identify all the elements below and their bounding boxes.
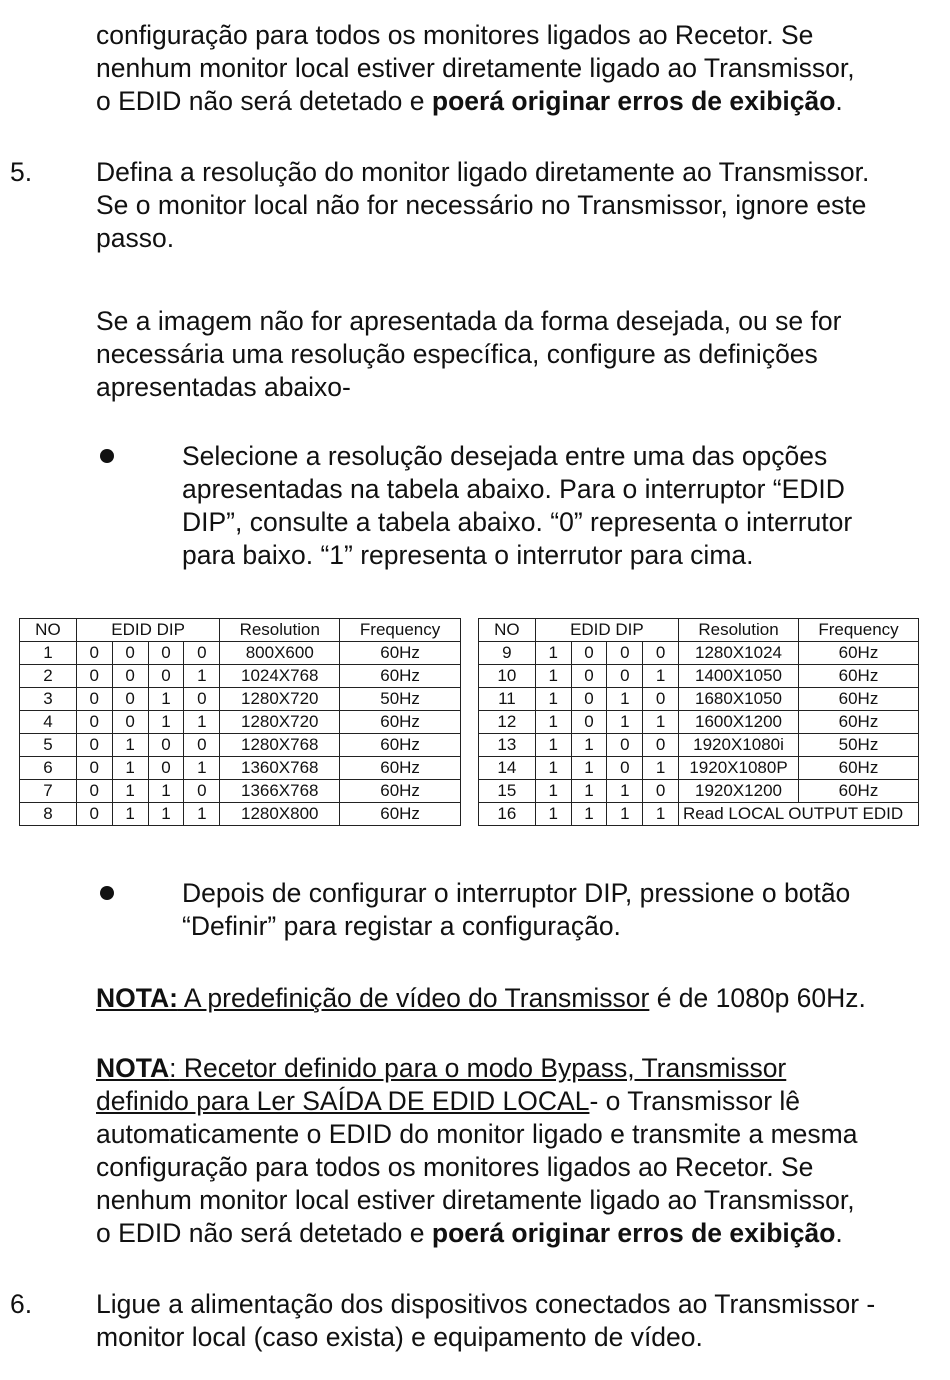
table-cell: 1 — [148, 780, 184, 803]
table-row — [20, 803, 461, 826]
header-resolution: Resolution — [679, 619, 799, 642]
table-cell: 60Hz — [340, 734, 461, 757]
step-6-line-2: monitor local (caso exista) e equipamento de vídeo. — [96, 1322, 703, 1352]
table-cell: 60Hz — [798, 711, 918, 734]
table-cell: 0 — [607, 642, 643, 665]
table-cell: 1 — [184, 757, 220, 780]
table-cell: 0 — [76, 642, 112, 665]
note-2-underlined-2: definido para Ler SAÍDA DE EDID LOCAL — [96, 1086, 590, 1116]
table-row — [479, 803, 919, 826]
table-cell: 1 — [184, 711, 220, 734]
table-row — [479, 734, 919, 757]
table-cell: 1 — [535, 757, 571, 780]
table-cell: 2 — [20, 665, 77, 688]
bullet-2-line-1: Depois de configurar o interruptor DIP, pressione o botão — [182, 878, 851, 908]
table-row — [479, 665, 919, 688]
bullet-2-text — [182, 877, 850, 943]
table-cell: 0 — [76, 665, 112, 688]
table-cell: 0 — [76, 757, 112, 780]
table-cell: 1 — [607, 711, 643, 734]
table-cell: 0 — [607, 734, 643, 757]
table-row — [479, 757, 919, 780]
table-row — [479, 780, 919, 803]
note-2-label: NOTA — [96, 1053, 170, 1083]
table-cell: 1 — [112, 803, 148, 826]
edid-table-right — [478, 618, 919, 826]
table-cell: 1 — [643, 757, 679, 780]
table-cell: 60Hz — [798, 780, 918, 803]
table-cell: 0 — [607, 757, 643, 780]
intro-line-2: nenhum monitor local estiver diretamente ligado ao Transmissor, — [96, 53, 855, 83]
table-cell: 50Hz — [798, 734, 918, 757]
table-row — [20, 665, 461, 688]
table-cell: 1400X1050 — [679, 665, 799, 688]
table-cell: 1024X768 — [220, 665, 340, 688]
table-cell: 1280X720 — [220, 688, 340, 711]
table-cell: 60Hz — [340, 665, 461, 688]
image-line-3: apresentadas abaixo- — [96, 372, 351, 402]
note-2-last-bold: poerá originar erros de exibição — [431, 1218, 836, 1248]
header-no: NO — [479, 619, 536, 642]
table-row — [479, 688, 919, 711]
table-cell: 0 — [148, 665, 184, 688]
table-cell: 1 — [535, 803, 571, 826]
image-line-1: Se a imagem não for apresentada da forma desejada, ou se for — [96, 306, 842, 336]
table-cell: 60Hz — [798, 665, 918, 688]
note-2-line-4: configuração para todos os monitores ligados ao Recetor. Se — [96, 1152, 814, 1182]
table-cell: 3 — [20, 688, 77, 711]
table-cell: 1680X1050 — [679, 688, 799, 711]
table-cell: 0 — [571, 642, 607, 665]
table-cell: 60Hz — [340, 780, 461, 803]
bullet-1-dot — [100, 449, 114, 463]
step-5-line-3: passo. — [96, 223, 175, 253]
table-cell: 14 — [479, 757, 536, 780]
table-cell: 5 — [20, 734, 77, 757]
table-cell: 0 — [112, 711, 148, 734]
table-cell: 0 — [76, 803, 112, 826]
table-cell: 1920X1080i — [679, 734, 799, 757]
step-5-line-2: Se o monitor local não for necessário no Transmissor, ignore este — [96, 190, 867, 220]
bullet-1-text — [182, 440, 852, 572]
intro-paragraph — [96, 19, 855, 118]
table-cell: 1 — [148, 711, 184, 734]
table-cell: 1360X768 — [220, 757, 340, 780]
table-cell: 13 — [479, 734, 536, 757]
table-cell: 1 — [607, 688, 643, 711]
table-cell: 1366X768 — [220, 780, 340, 803]
table-cell: 1 — [535, 688, 571, 711]
table-cell: 0 — [76, 780, 112, 803]
note-2-last-post: . — [835, 1218, 843, 1248]
table-cell: 0 — [184, 734, 220, 757]
table-row — [20, 642, 461, 665]
table-cell: 0 — [148, 642, 184, 665]
table-cell: 0 — [112, 642, 148, 665]
table-row — [20, 688, 461, 711]
table-cell: 1920X1080P — [679, 757, 799, 780]
header-frequency: Frequency — [798, 619, 918, 642]
table-cell: 15 — [479, 780, 536, 803]
image-line-2: necessária uma resolução específica, configure as definições — [96, 339, 818, 369]
table-cell: 60Hz — [340, 803, 461, 826]
table-cell: 60Hz — [340, 757, 461, 780]
table-cell: 0 — [607, 665, 643, 688]
table-cell: 0 — [148, 734, 184, 757]
table-cell: 0 — [76, 711, 112, 734]
table-cell: 1 — [535, 642, 571, 665]
table-cell: 1 — [535, 780, 571, 803]
table-cell: 1920X1200 — [679, 780, 799, 803]
table-cell: 0 — [571, 711, 607, 734]
table-header-row — [479, 619, 919, 642]
table-cell: 1600X1200 — [679, 711, 799, 734]
table-cell: 10 — [479, 665, 536, 688]
intro-line-1: configuração para todos os monitores ligados ao Recetor. Se — [96, 20, 814, 50]
table-cell: 1 — [184, 665, 220, 688]
table-cell: 1 — [607, 780, 643, 803]
table-cell: 0 — [643, 688, 679, 711]
table-cell: 1 — [571, 734, 607, 757]
step-5-text — [96, 156, 869, 255]
table-cell: 1 — [571, 780, 607, 803]
table-cell: Read LOCAL OUTPUT EDID — [679, 803, 919, 826]
note-1 — [96, 982, 866, 1015]
intro-line-3-bold: poerá originar erros de exibição — [431, 86, 836, 116]
table-cell: 1280X1024 — [679, 642, 799, 665]
bullet-1-line-3: DIP”, consulte a tabela abaixo. “0” representa o interrutor — [182, 507, 853, 537]
table-cell: 0 — [184, 780, 220, 803]
table-cell: 6 — [20, 757, 77, 780]
table-cell: 1 — [643, 711, 679, 734]
table-cell: 0 — [76, 734, 112, 757]
table-cell: 1280X720 — [220, 711, 340, 734]
table-cell: 0 — [184, 688, 220, 711]
header-resolution: Resolution — [220, 619, 340, 642]
note-1-label: NOTA: — [96, 983, 178, 1013]
bullet-2-dot — [100, 886, 114, 900]
table-row — [20, 780, 461, 803]
table-cell: 1 — [535, 711, 571, 734]
table-cell: 0 — [148, 757, 184, 780]
table-cell: 12 — [479, 711, 536, 734]
table-cell: 60Hz — [798, 688, 918, 711]
bullet-1-line-2: apresentadas na tabela abaixo. Para o interruptor “EDID — [182, 474, 845, 504]
header-no: NO — [20, 619, 77, 642]
note-2 — [96, 1052, 858, 1250]
bullet-1-line-1: Selecione a resolução desejada entre uma das opções — [182, 441, 828, 471]
table-row — [479, 642, 919, 665]
table-cell: 0 — [112, 665, 148, 688]
table-cell: 1 — [184, 803, 220, 826]
table-cell: 1 — [20, 642, 77, 665]
table-cell: 1 — [112, 757, 148, 780]
header-edid-dip: EDID DIP — [76, 619, 220, 642]
table-cell: 1 — [607, 803, 643, 826]
note-2-line-3: automaticamente o EDID do monitor ligado e transmite a mesma — [96, 1119, 858, 1149]
table-cell: 60Hz — [798, 757, 918, 780]
table-cell: 0 — [571, 688, 607, 711]
step-6-line-1: Ligue a alimentação dos dispositivos conectados ao Transmissor - — [96, 1289, 876, 1319]
note-1-rest: é de 1080p 60Hz. — [649, 983, 866, 1013]
table-cell: 0 — [643, 780, 679, 803]
table-cell: 7 — [20, 780, 77, 803]
image-paragraph — [96, 305, 841, 404]
table-cell: 60Hz — [340, 642, 461, 665]
note-2-last-pre: o EDID não será detetado e — [96, 1218, 432, 1248]
table-cell: 1280X768 — [220, 734, 340, 757]
table-cell: 1 — [148, 688, 184, 711]
table-cell: 8 — [20, 803, 77, 826]
note-2-line-2-rest: - o Transmissor lê — [589, 1086, 801, 1116]
step-6-text — [96, 1288, 875, 1354]
table-cell: 0 — [643, 642, 679, 665]
table-cell: 1 — [571, 803, 607, 826]
table-cell: 0 — [571, 665, 607, 688]
note-1-underlined: A predefinição de vídeo do Transmissor — [177, 983, 650, 1013]
table-cell: 1280X800 — [220, 803, 340, 826]
note-2-line-5: nenhum monitor local estiver diretamente ligado ao Transmissor, — [96, 1185, 855, 1215]
table-cell: 60Hz — [340, 711, 461, 734]
edid-table-left — [19, 618, 461, 826]
table-cell: 16 — [479, 803, 536, 826]
table-cell: 0 — [76, 688, 112, 711]
table-cell: 1 — [112, 734, 148, 757]
table-cell: 1 — [148, 803, 184, 826]
step-5-number: 5. — [10, 157, 33, 187]
table-row — [20, 734, 461, 757]
note-2-underlined-1: : Recetor definido para o modo Bypass, Transmissor — [169, 1053, 787, 1083]
header-frequency: Frequency — [340, 619, 461, 642]
table-cell: 4 — [20, 711, 77, 734]
table-cell: 60Hz — [798, 642, 918, 665]
table-cell: 50Hz — [340, 688, 461, 711]
table-row — [479, 711, 919, 734]
table-cell: 0 — [643, 734, 679, 757]
table-cell: 1 — [535, 734, 571, 757]
table-cell: 1 — [112, 780, 148, 803]
table-row — [20, 757, 461, 780]
intro-line-3-post: . — [835, 86, 843, 116]
header-edid-dip: EDID DIP — [535, 619, 678, 642]
table-cell: 9 — [479, 642, 536, 665]
table-cell: 1 — [571, 757, 607, 780]
table-cell: 1 — [643, 803, 679, 826]
table-cell: 1 — [535, 665, 571, 688]
bullet-2-line-2: “Definir” para registar a configuração. — [182, 911, 621, 941]
table-header-row — [20, 619, 461, 642]
step-5-line-1: Defina a resolução do monitor ligado diretamente ao Transmissor. — [96, 157, 870, 187]
table-cell: 0 — [184, 642, 220, 665]
table-cell: 11 — [479, 688, 536, 711]
step-6-number: 6. — [10, 1289, 33, 1319]
table-cell: 0 — [112, 688, 148, 711]
table-cell: 800X600 — [220, 642, 340, 665]
table-row — [20, 711, 461, 734]
bullet-1-line-4: para baixo. “1” representa o interrutor para cima. — [182, 540, 754, 570]
table-cell: 1 — [643, 665, 679, 688]
intro-line-3-pre: o EDID não será detetado e — [96, 86, 432, 116]
